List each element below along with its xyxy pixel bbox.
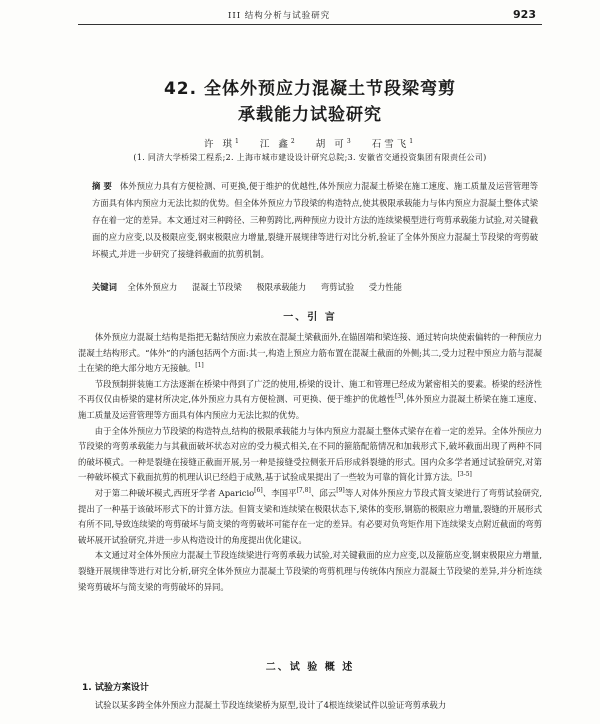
keyword: 全体外预应力 xyxy=(127,282,178,292)
paragraph: 本文通过对全体外预应力混凝土节段连续梁进行弯剪承载力试验,对关键截面的应力应变,以及箍筋应变,钢束极限应力增量,裂缝开展规律等进行对比分析,研究全体外预应力混凝土节段梁的弯剪机理与传统体内预应力混凝土节段梁的差异,并分析连续梁弯剪破坏与简支梁的弯剪破坏的异同。 xyxy=(78,550,542,592)
paragraph: 由于全体外预应力节段梁的构造特点,结构的极限承载能力与体内预应力混凝土整体式梁存在着一定的差异。全体外预应力节段梁的弯剪承载能力与其截面破坏状态对应的受力模式相关,在不同的箍筋配筋情况和加载形式下,破坏截面出现了两种不同的破坏模式。一种是裂缝在接缝正截面开展,另一种是接缝受拉侧张开后形成斜裂缝的形式。国内众多学者通过试验研究,对第一种破坏模式下截面抗剪的机理认识已经趋于成熟,基于试验成果提出了一些较为可靠的简化计算方法。[3-5] xyxy=(78,425,542,483)
author: 胡 可$^3$ xyxy=(315,137,354,150)
abstract-label: 摘 要 xyxy=(92,181,112,191)
keyword: 弯剪试验 xyxy=(320,282,355,292)
overview-heading: 二、试 验 概 述 xyxy=(265,662,355,673)
title-line-1: 42. 全体外预应力混凝土节段梁弯剪 xyxy=(163,79,457,99)
author: 石雪飞$^1$ xyxy=(371,137,417,150)
keyword: 极限承载能力 xyxy=(256,282,307,292)
affiliation: (1. 同济大学桥梁工程系;2. 上海市城市建设设计研究总院;3. 安徽省交通投资集团有限责任公司) xyxy=(133,153,487,162)
paragraph: 体外预应力混凝土结构是指把无黏结预应力索放在混凝土梁截面外,在锚固端和梁连接、通过转向块使索偏转的一种预应力混凝土结构形式。“体外”的内涵包括两个方面:其一,构造上预应力筋布置在混凝土截面的外侧;其二,受力过程中预应力筋与混凝土在梁的绝大部分地方无接触。[1] xyxy=(78,332,542,374)
author: 许 琪$^1$ xyxy=(203,137,242,150)
title-line-2: 承载能力试验研究 xyxy=(238,105,382,125)
page-number: 923 xyxy=(513,8,536,21)
keyword: 混凝土节段梁 xyxy=(191,282,242,292)
intro-heading: 一、引 言 xyxy=(283,312,337,323)
subsection-heading: 1. 试验方案设计 xyxy=(82,683,149,693)
abstract xyxy=(92,178,538,263)
running-header xyxy=(78,8,542,25)
paragraph: 试验以某多跨全体外预应力混凝土节段连续梁桥为原型,设计了4根连续梁试件以验证弯剪承载力 xyxy=(94,700,447,710)
section-name: III 结构分析与试验研究 xyxy=(228,11,331,21)
keywords xyxy=(92,280,538,294)
keyword: 受力性能 xyxy=(368,282,402,292)
author-list xyxy=(78,136,542,150)
paragraph: 节段预制拼装施工方法逐渐在桥梁中得到了广泛的使用,桥梁的设计、施工和管理已经成为紧密相关的要素。桥梁的经济性不再仅仅由桥梁的建材所决定,体外预应力具有方便检测、可更换、便于维护的优越性[3],体外预应力混凝土桥梁在施工速度、施工质量及运营管理等方面具有体内预应力无法比拟的优势。 xyxy=(78,378,542,420)
keywords-label: 关键词 xyxy=(92,282,117,292)
paragraph: 对于第二种破坏模式,西班牙学者 Aparicio[6]、李国平[7,8]、邱云[9]等人对体外预应力节段式简支梁进行了弯剪试验研究,提出了一种基于该破坏形式下的计算方法。但简支梁和连续梁在极限状态下,梁体的变形,钢筋的极限应力增量,裂缝的开展形式有所不同,导致连续梁的弯剪破坏与简支梁的弯剪破坏可能存在一定的差异。有必要对负弯矩作用下连续梁支点附近截面的弯剪破坏展开试验研究,并进一步从构造设计的角度提出优化建议。 xyxy=(78,487,542,545)
body-text xyxy=(78,330,542,595)
paper-title xyxy=(78,76,542,128)
abstract-text: 体外预应力具有方便检测、可更换,便于维护的优越性,体外预应力混凝土桥梁在施工速度、施工质量及运营管理等方面具有体内预应力无法比拟的优势。但全体外预应力节段梁的构造特点,使其极限承载能力与体内预应力混凝土整体式梁存在着一定的差异。本文通过对三种跨径、三种剪跨比,两种预应力设计方法的连续梁模型进行弯剪承载能力试验,对关键截面的应力应变,以及极限应变,钢束极限应力增量,裂缝开展规律等进行对比分析,验证了全体外预应力混凝土节段梁的弯剪破坏模式,并进一步研究了接缝斜截面的抗剪机制。 xyxy=(92,181,539,259)
author: 江 鑫$^2$ xyxy=(259,137,298,150)
